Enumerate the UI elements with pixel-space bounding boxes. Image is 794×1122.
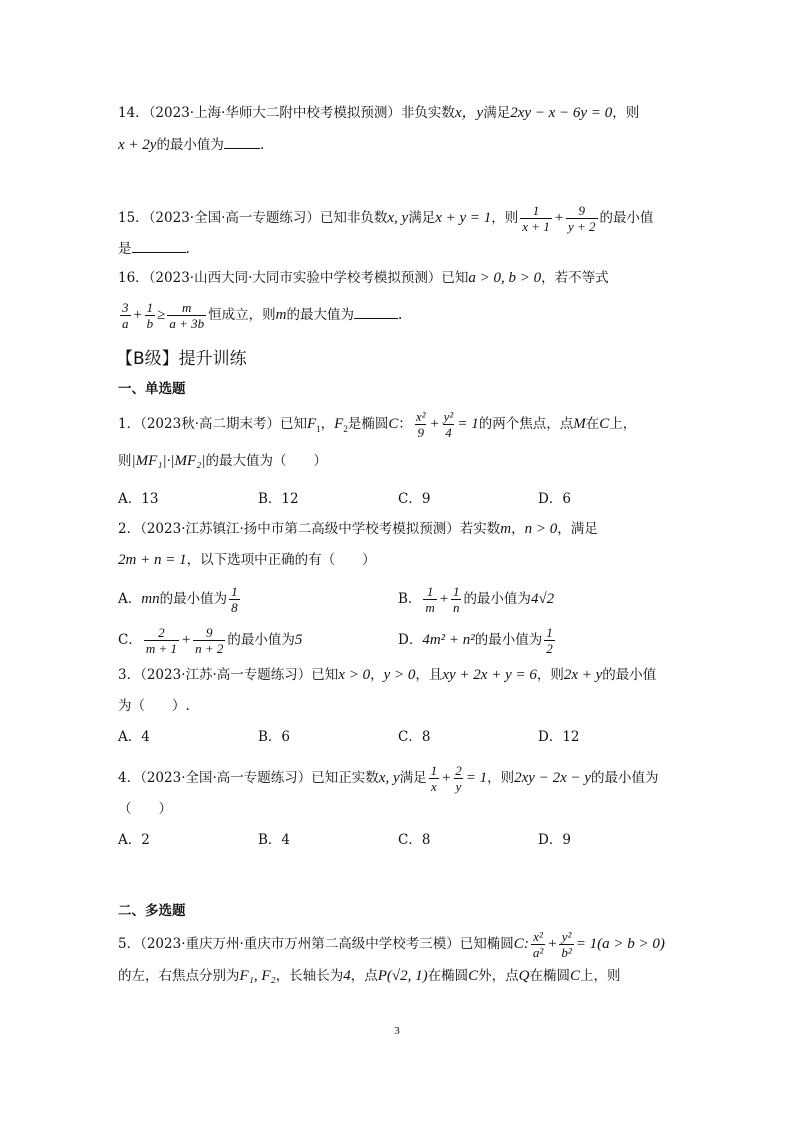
q15-source: （2023·全国·高一专题练习） — [148, 210, 320, 226]
page-number: 3 — [394, 1025, 400, 1037]
b4-option-c[interactable]: C．8 — [398, 832, 431, 848]
b2-option-c[interactable]: C． $\frac{2}{m + 1}$ + $\frac{9}{n + 2}$ 的最小值为5 — [118, 625, 303, 656]
b1-option-c[interactable]: C．9 — [398, 491, 431, 507]
subsection-multi-choice: 二、多选题 — [118, 903, 186, 919]
q16-source: （2023·山西大同·大同市实验中学校考模拟预测） — [148, 270, 442, 286]
q15-vars: x, y — [387, 210, 409, 226]
b3-option-a[interactable]: A．4 — [118, 729, 150, 745]
section-title: 【B级】提升训练 — [116, 349, 247, 369]
q15-end: . — [185, 241, 190, 257]
b2-equation: 2m + n = 1 — [118, 552, 187, 568]
q15-equation: x + y = 1 — [435, 210, 492, 226]
answer-blank[interactable] — [132, 238, 186, 253]
b3-option-b[interactable]: B．6 — [258, 729, 291, 745]
b3-option-d[interactable]: D．12 — [538, 729, 580, 745]
q14-text: ，则 — [612, 105, 640, 121]
b2-option-d[interactable]: D．4m² + n²的最小值为 $\frac{1}{2}$ — [398, 625, 553, 656]
b4-option-d[interactable]: D．9 — [538, 832, 571, 848]
q16-text: ，若不等式 — [541, 270, 609, 286]
b2-option-a[interactable]: A．mn的最小值为 $\frac{1}{8}$ — [118, 584, 238, 615]
q16-line1 — [118, 268, 609, 288]
q15-text: 的最小值 — [599, 210, 654, 226]
b4-number: 4． — [118, 770, 141, 786]
q16-fraction-1: $\frac{3}{a}$ — [122, 300, 129, 331]
q15-fraction-1: $\frac{1}{x + 1}$ — [522, 203, 550, 234]
b1-option-d[interactable]: D．6 — [538, 491, 571, 507]
answer-blank[interactable] — [354, 304, 398, 319]
q14-line1 — [118, 103, 639, 123]
q16-text: 恒成立，则 — [208, 307, 276, 323]
q15-fraction-2: $\frac{9}{y + 2}$ — [567, 203, 596, 234]
q15-text: 已知非负数 — [319, 210, 388, 226]
b3-source: （2023·江苏·高一专题练习） — [140, 667, 312, 683]
b3-line2: 为（ ）. — [118, 698, 190, 714]
q14-text: 非负实数 — [400, 105, 455, 121]
b5-line2: 的左，右焦点分别为F₁, F₂，长轴长为4，点P(√2, 1)在椭圆C外，点Q在椭圆C上，则 — [118, 968, 621, 984]
q14-number: 14． — [118, 105, 149, 121]
b4-option-b[interactable]: B．4 — [258, 832, 291, 848]
b2-number: 2． — [118, 521, 141, 537]
b1-text: 已知 — [280, 416, 307, 432]
b1-number: 1． — [118, 416, 141, 432]
b5-source: （2023·重庆万州·重庆市万州第二高级中学校考三模） — [140, 936, 460, 952]
b1-line1: 1．（2023秋·高二期末考）已知$F_1$，$F_2$是椭圆C： $\frac{\text{x²}}{9}$ + $\frac{\text{y²}}{4}$ = 1的两个焦点，点M在C上， — [118, 409, 637, 440]
q16-fraction-3: $\frac{m}{a + 3b}$ — [169, 300, 205, 331]
b1-fraction-x: $\frac{\text{x²}}{9}$ — [415, 409, 426, 440]
q16-text: 的最大值为 — [286, 307, 354, 323]
q16-text: 已知 — [441, 270, 469, 286]
q16-fraction-2: $\frac{1}{b}$ — [146, 300, 154, 331]
b4-source: （2023·全国·高一专题练习） — [140, 770, 312, 786]
subsection-single-choice: 一、单选题 — [118, 381, 186, 397]
b1-source: （2023秋·高二期末考） — [140, 416, 280, 432]
q14-line2 — [118, 134, 264, 155]
q15-text: 满足 — [408, 210, 436, 226]
q14-end: . — [259, 137, 265, 153]
b4-line1: 4．（2023·全国·高一专题练习）已知正实数x, y满足 $\frac{1}{x}$ + $\frac{2}{y}$ = 1，则2xy − 2x − y的最小值为 — [118, 763, 659, 794]
q15-line2 — [118, 238, 190, 259]
q16-condition: a > 0, b > 0 — [468, 270, 542, 286]
b5-number: 5． — [118, 936, 141, 952]
q15-line1 — [118, 204, 654, 233]
b5-line1: 5．（2023·重庆万州·重庆市万州第二高级中学校考三模）已知椭圆C: $\frac{\text{x²}}{\text{a²}}$ + $\frac{\text{y²}}{\text{b²}}$ = 1(a > b > 0) — [118, 929, 665, 960]
q15-text: 是 — [118, 241, 132, 257]
q14-expression: x + 2y — [118, 137, 157, 153]
q14-vars: x，y — [454, 105, 484, 121]
q14-text: 的最小值为 — [156, 137, 224, 153]
b3-line1: 3．（2023·江苏·高一专题练习）已知x > 0，y > 0，且xy + 2x + y = 6，则2x + y的最小值 — [118, 667, 657, 683]
b3-option-c[interactable]: C．8 — [398, 729, 431, 745]
answer-blank[interactable] — [224, 134, 260, 149]
q16-end: . — [397, 307, 403, 323]
q15-text: ，则 — [491, 210, 519, 226]
b1-fraction-y: $\frac{\text{y²}}{4}$ — [443, 409, 454, 440]
q15-number: 15． — [118, 210, 149, 226]
q14-source: （2023·上海·华师大二附中校考模拟预测） — [148, 105, 401, 121]
b1-product: |MF₁|·|MF₂| — [131, 453, 206, 469]
b1-option-a[interactable]: A．13 — [118, 491, 159, 507]
q14-equation: 2xy − x − 6y = 0 — [510, 105, 613, 121]
b2-line1: 2．（2023·江苏镇江·扬中市第二高级中学校考模拟预测）若实数m，n > 0，满足 — [118, 521, 598, 537]
b4-option-a[interactable]: A．2 — [118, 832, 150, 848]
q16-line2: $\frac{3}{a}$ + $\frac{1}{b}$ ≥ $\frac{m}{a + 3b}$ 恒成立，则m的最大值为 . — [122, 300, 403, 331]
b2-source: （2023·江苏镇江·扬中市第二高级中学校考模拟预测） — [140, 521, 460, 537]
q14-text: 满足 — [483, 105, 511, 121]
plus-sign: + — [553, 210, 564, 226]
b3-number: 3． — [118, 667, 141, 683]
b1-line2: 则|MF₁|·|MF₂|的最大值为（ ） — [118, 453, 327, 469]
b1-option-b[interactable]: B．12 — [258, 491, 299, 507]
ge-sign: ≥ — [157, 307, 166, 323]
q16-var: m — [275, 307, 287, 323]
q16-number: 16． — [118, 270, 149, 286]
b2-option-b[interactable]: B． $\frac{1}{m}$ + $\frac{1}{n}$ 的最小值为4√2 — [398, 584, 555, 615]
b2-line2: 2m + n = 1，以下选项中正确的有（ ） — [118, 552, 376, 568]
b4-line2: （ ） — [118, 801, 172, 817]
